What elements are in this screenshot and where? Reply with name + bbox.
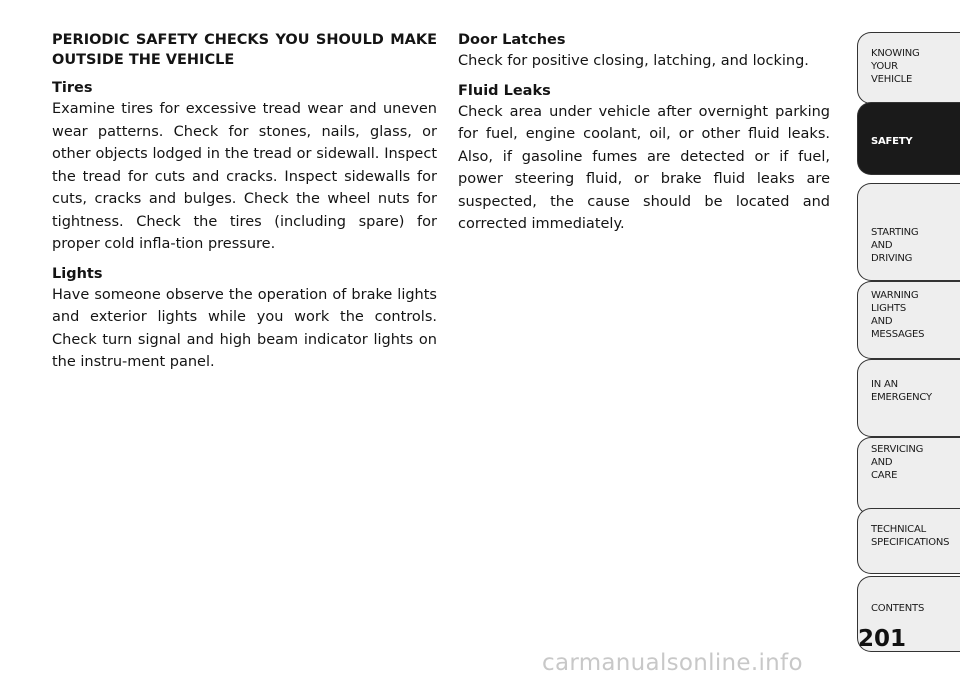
tab-warning-lights-and-messages[interactable]: WARNING LIGHTS AND MESSAGES <box>857 281 960 359</box>
section-body-lights: Have someone observe the operation of brake lights and exterior lights while you work the controls. Check turn signal and high beam indicator lights on the instru-ment panel. <box>52 286 437 370</box>
tab-safety[interactable]: SAFETY <box>857 102 960 175</box>
right-column <box>458 30 830 244</box>
section-heading-tires: Tires <box>52 80 93 96</box>
tab-in-an-emergency[interactable]: IN AN EMERGENCY <box>857 359 960 437</box>
tab-contents[interactable]: CONTENTS <box>857 576 960 652</box>
section-heading-fluid-leaks: Fluid Leaks <box>458 82 551 99</box>
tab-knowing-your-vehicle[interactable]: KNOWING YOUR VEHICLE <box>857 32 960 104</box>
section-body-door-latches: Check for positive closing, latching, and locking. <box>458 53 809 69</box>
section-body-fluid-leaks: Check area under vehicle after overnight parking for fuel, engine coolant, oil, or other fluid leaks. Also, if gasoline fumes are detected or if fuel, power steering fluid, or brake fluid leaks are suspected, the cause should be located and corrected immediately. <box>458 103 830 232</box>
watermark: carmanualsonline.info <box>542 650 803 676</box>
page-number: 201 <box>858 626 907 652</box>
tab-starting-and-driving[interactable]: STARTING AND DRIVING <box>857 183 960 281</box>
left-column <box>52 30 437 382</box>
tab-servicing-and-care[interactable]: SERVICING AND CARE <box>857 437 960 515</box>
section-body-tires: Examine tires for excessive tread wear and uneven wear patterns. Check for stones, nails, glass, or other objects lodged in the tread or sidewall. Inspect the tread for cuts and cracks. Inspect sidewalls for cuts, cracks and bulges. Check the wheel nuts for tightness. Check the tires (including spare) for proper cold infla-tion pressure. <box>52 101 437 252</box>
section-heading-lights: Lights <box>52 265 103 282</box>
page-heading: PERIODIC SAFETY CHECKS YOU SHOULD MAKE OUTSIDE THE VEHICLE <box>52 32 437 68</box>
tab-technical-specifications[interactable]: TECHNICAL SPECIFICATIONS <box>857 508 960 574</box>
section-heading-door-latches: Door Latches <box>458 32 566 48</box>
